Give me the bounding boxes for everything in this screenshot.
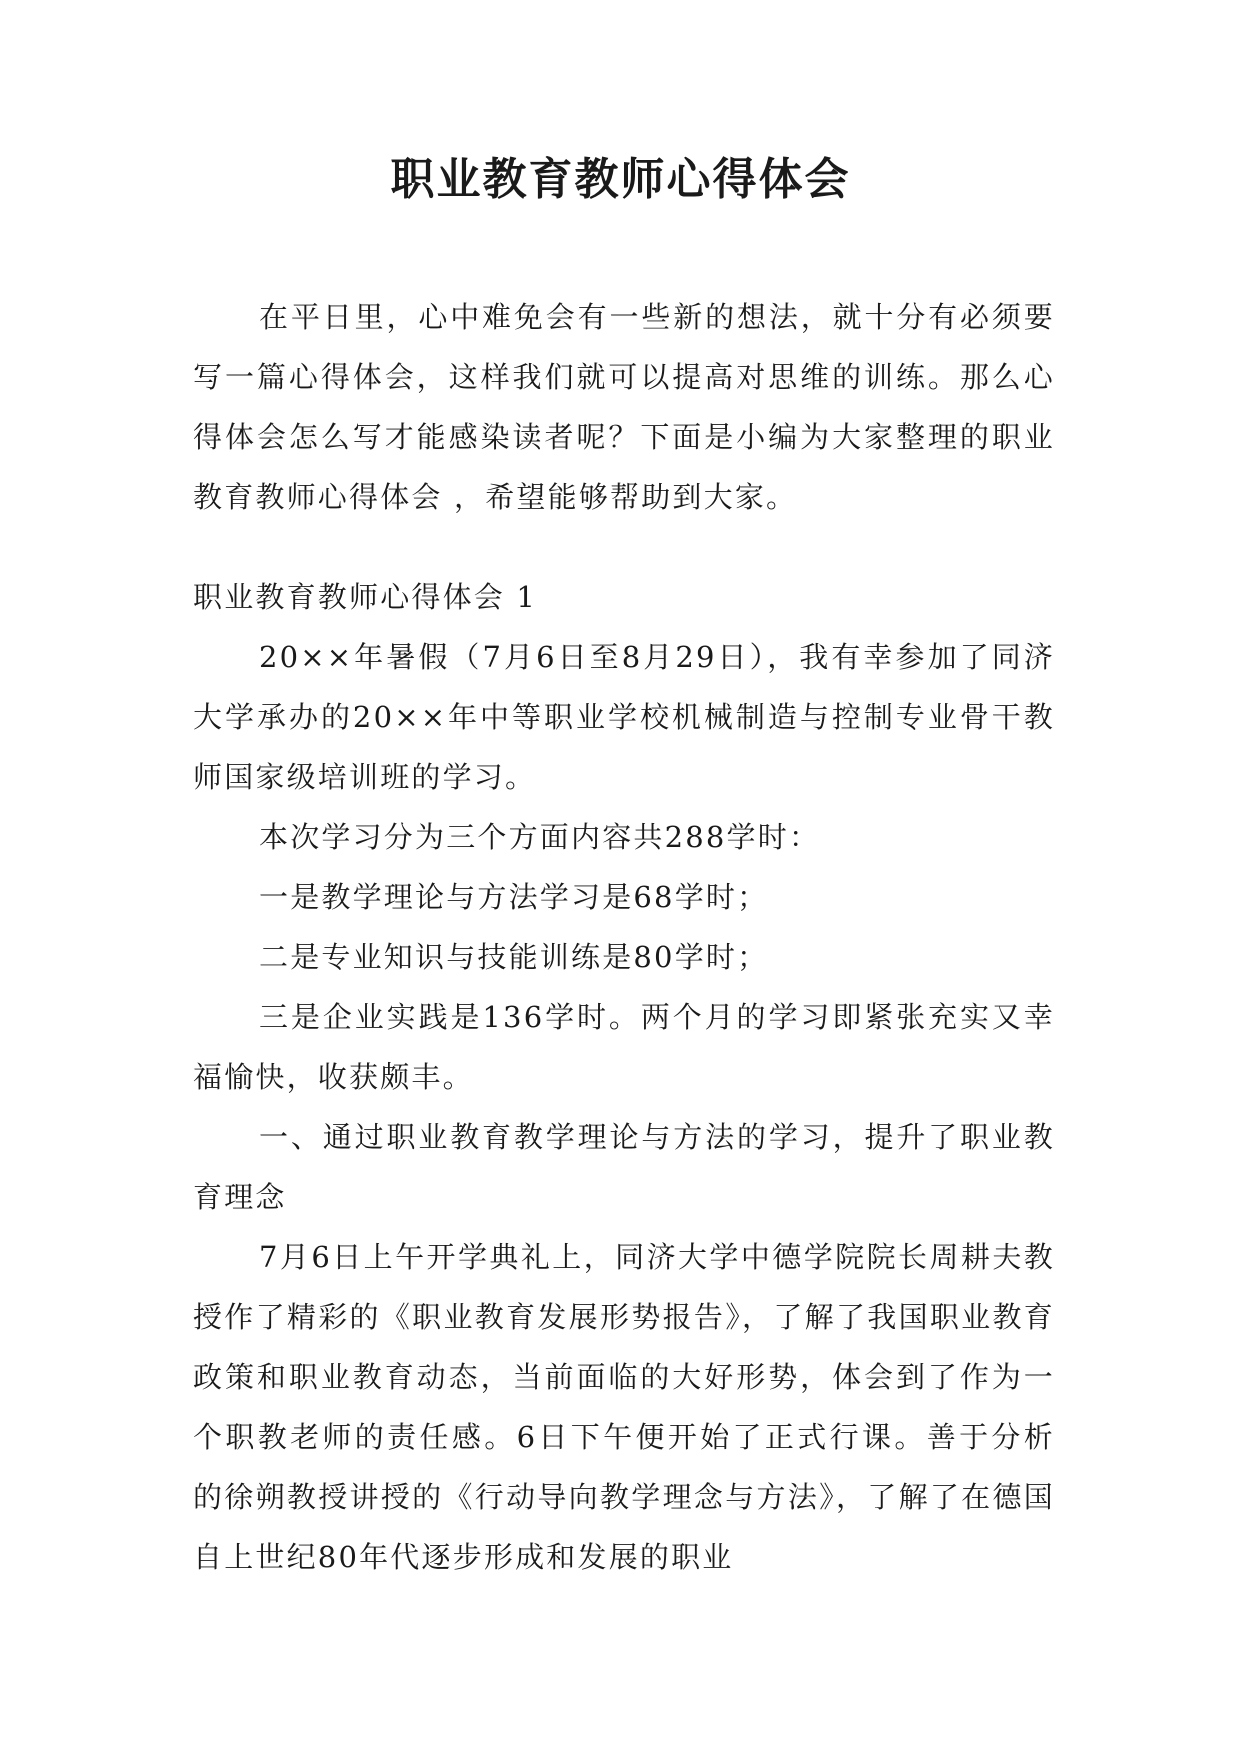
body-paragraph-6: 一、通过职业教育教学理论与方法的学习，提升了职业教育理念 — [193, 1120, 1055, 1214]
body-paragraph-3: 一是教学理论与方法学习是68学时； — [259, 880, 769, 914]
section-gap — [193, 527, 1055, 567]
document-body — [193, 287, 1055, 1587]
body-paragraph-7: 7月6日上午开学典礼上，同济大学中德学院院长周耕夫教授作了精彩的《职业教育发展形势报告》，了解了我国职业教育政策和职业教育动态，当前面临的大好形势，体会到了作为一个职教老师的责任感。6日下午便开始了正式行课。善于分析的徐朔教授讲授的《行动导向教学理念与方法》，了解了在德国自上世纪80年代逐步形成和发展的职业 — [193, 1240, 1055, 1574]
section-heading: 职业教育教师心得体会 1 — [193, 580, 538, 614]
body-paragraph-5: 三是企业实践是136学时。两个月的学习即紧张充实又幸福愉快，收获颇丰。 — [193, 1000, 1055, 1094]
intro-paragraph: 在平日里，心中难免会有一些新的想法，就十分有必须要写一篇心得体会，这样我们就可以提高对思维的训练。那么心得体会怎么写才能感染读者呢？下面是小编为大家整理的职业教育教师心得体会 ，希望能够帮助到大家。 — [193, 300, 1055, 514]
body-paragraph-4: 二是专业知识与技能训练是80学时； — [259, 940, 769, 974]
body-paragraph-2: 本次学习分为三个方面内容共288学时： — [259, 820, 821, 854]
body-paragraph-1: 20××年暑假（7月6日至8月29日），我有幸参加了同济大学承办的20××年中等职业学校机械制造与控制专业骨干教师国家级培训班的学习。 — [193, 640, 1055, 794]
document-title: 职业教育教师心得体会 — [390, 154, 851, 205]
